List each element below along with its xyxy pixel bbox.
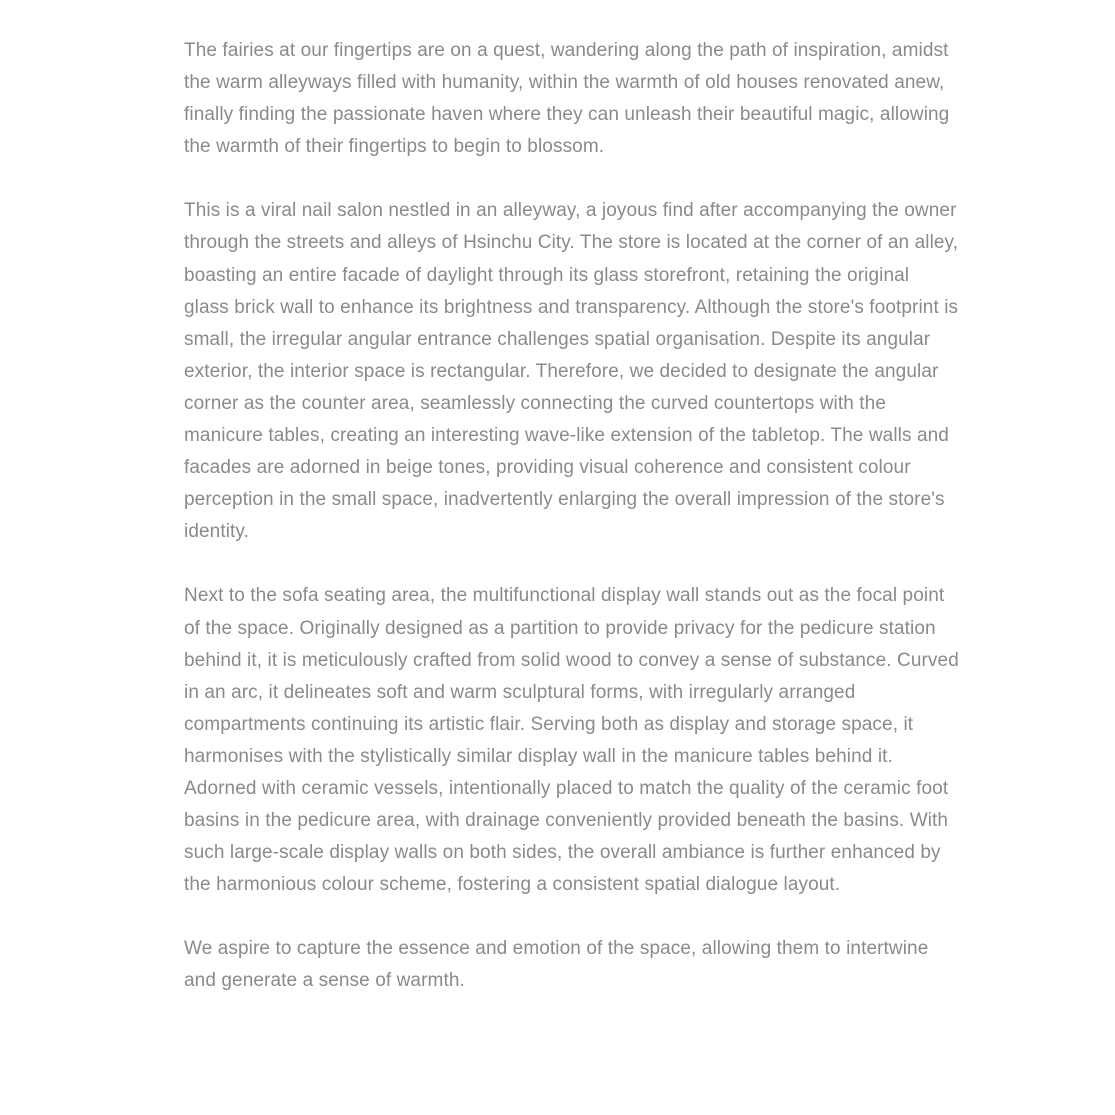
- article-paragraph-salon-description: This is a viral nail salon nestled in an alleyway, a joyous find after accompanying the owner through the streets and alleys of Hsinchu City. The store is located at the corner of an alley, boasting an entire facade of daylight through its glass storefront, retaining the original glass brick wall to enhance its brightness and transparency. Although the store's footprint is small, the irregular angular entrance challenges spatial organisation. Despite its angular exterior, the interior space is rectangular. Therefore, we decided to designate the angular corner as the counter area, seamlessly connecting the curved countertops with the manicure tables, creating an interesting wave-like extension of the tabletop. The walls and facades are adorned in beige tones, providing visual coherence and consistent colour perception in the small space, inadvertently enlarging the overall impression of the store's identity.: [184, 200, 959, 543]
- article-paragraph-intro: The fairies at our fingertips are on a quest, wandering along the path of inspiration, amidst the warm alleyways filled with humanity, within the warmth of old houses renovated anew, finally finding the passionate haven where they can unleash their beautiful magic, allowing the warmth of their fingertips to begin to blossom.: [184, 40, 950, 158]
- article-body: [184, 35, 959, 998]
- article-paragraph-display-wall: Next to the sofa seating area, the multifunctional display wall stands out as the focal point of the space. Originally designed as a partition to provide privacy for the pedicure station behind it, it is meticulously crafted from solid wood to convey a sense of substance. Curved in an arc, it delineates soft and warm sculptural forms, with irregularly arranged compartments continuing its artistic flair. Serving both as display and storage space, it harmonises with the stylistically similar display wall in the manicure tables behind it. Adorned with ceramic vessels, intentionally placed to match the quality of the ceramic foot basins in the pedicure area, with drainage conveniently provided beneath the basins. With such large-scale display walls on both sides, the overall ambiance is further enhanced by the harmonious colour scheme, fostering a consistent spatial dialogue layout.: [184, 585, 959, 896]
- article-paragraph-closing: We aspire to capture the essence and emotion of the space, allowing them to intertwine and generate a sense of warmth.: [184, 938, 929, 992]
